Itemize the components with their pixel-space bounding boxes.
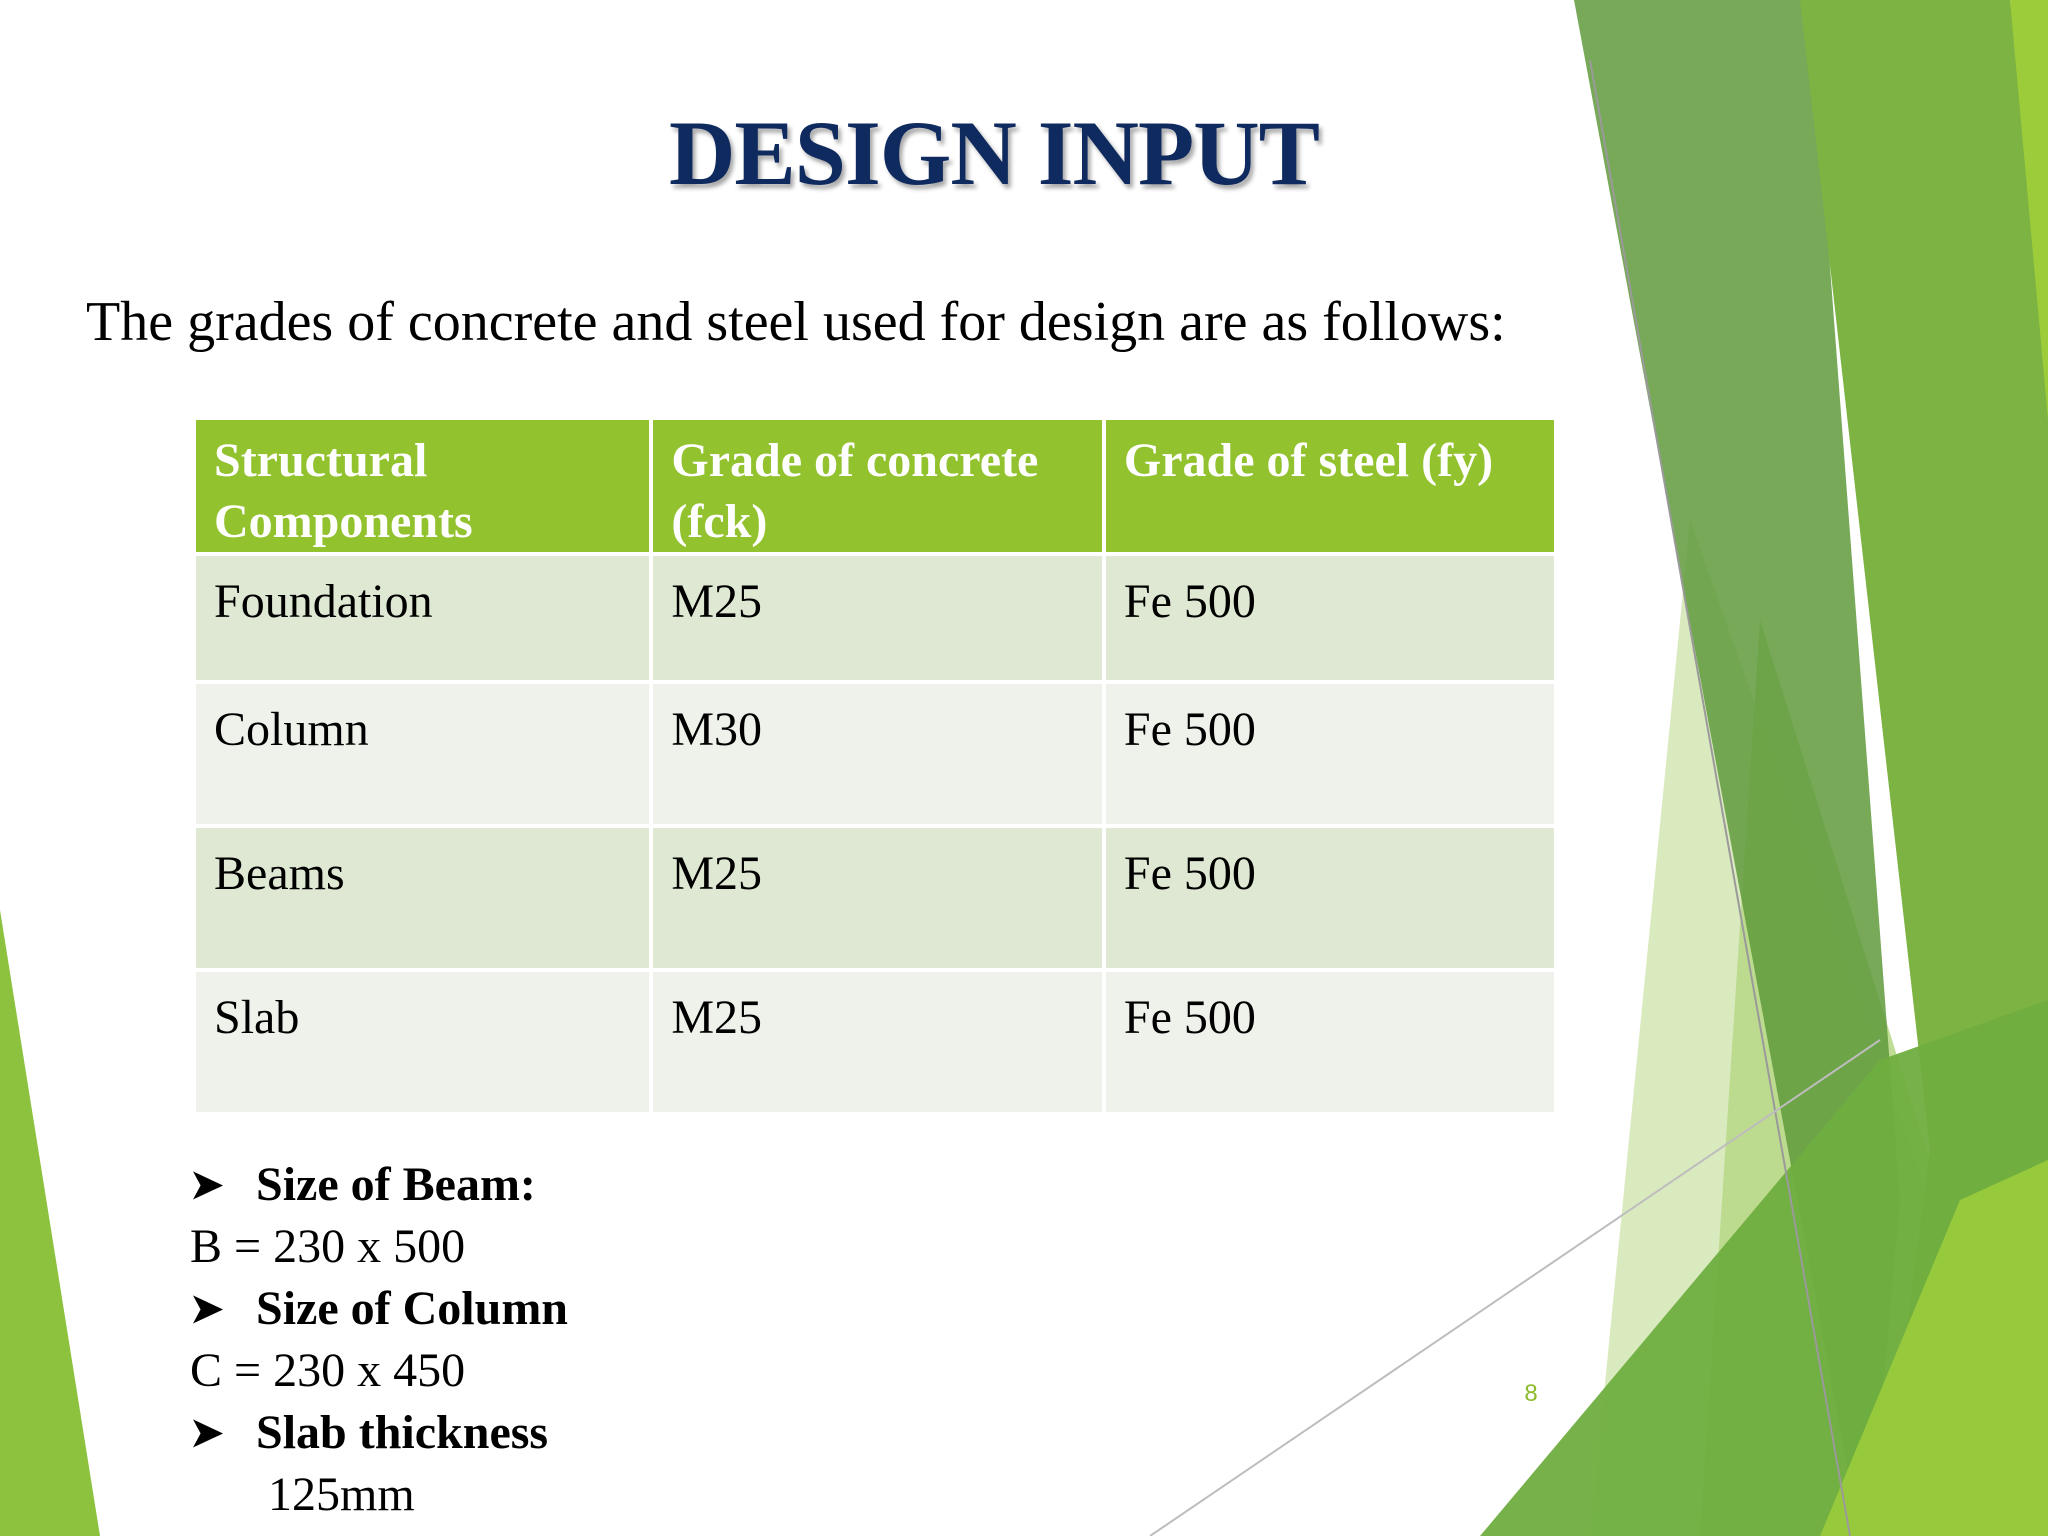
table-header-row bbox=[196, 420, 1554, 552]
cell-steel-grade: Fe 500 bbox=[1106, 972, 1554, 1112]
cell-component: Beams bbox=[196, 828, 649, 968]
table-row bbox=[196, 684, 1554, 824]
spec-label: Size of Beam: bbox=[256, 1158, 536, 1211]
spec-value: B = 230 x 500 bbox=[190, 1220, 466, 1273]
cell-concrete-grade: M25 bbox=[653, 556, 1102, 680]
cell-steel-grade: Fe 500 bbox=[1106, 556, 1554, 680]
arrow-bullet-icon: ➤ bbox=[190, 1286, 224, 1331]
intro-text: The grades of concrete and steel used for design are as follows: bbox=[86, 291, 1506, 353]
slide-title: DESIGN INPUT bbox=[668, 102, 1319, 204]
cell-component: Column bbox=[196, 684, 649, 824]
spec-value: C = 230 x 450 bbox=[190, 1344, 466, 1397]
cell-steel-grade: Fe 500 bbox=[1106, 828, 1554, 968]
spec-label: Size of Column bbox=[256, 1282, 568, 1335]
table-row bbox=[196, 828, 1554, 968]
cell-component: Slab bbox=[196, 972, 649, 1112]
cell-concrete-grade: M30 bbox=[653, 684, 1102, 824]
spec-value: 125mm bbox=[268, 1468, 415, 1521]
page-number: 8 bbox=[1524, 1380, 1538, 1407]
spec-item-beam bbox=[190, 1154, 990, 1216]
arrow-bullet-icon: ➤ bbox=[190, 1410, 224, 1455]
arrow-bullet-icon: ➤ bbox=[190, 1162, 224, 1207]
spec-item-column bbox=[190, 1278, 990, 1340]
header-structural-components: Structural Components bbox=[196, 420, 649, 552]
cell-concrete-grade: M25 bbox=[653, 828, 1102, 968]
spec-item-slab bbox=[190, 1402, 990, 1464]
grades-table bbox=[192, 416, 1558, 1116]
spec-label: Slab thickness bbox=[256, 1406, 549, 1459]
table-row bbox=[196, 972, 1554, 1112]
table-row bbox=[196, 556, 1554, 680]
specs-list bbox=[190, 1154, 990, 1526]
cell-component: Foundation bbox=[196, 556, 649, 680]
cell-steel-grade: Fe 500 bbox=[1106, 684, 1554, 824]
left-green-wedge bbox=[0, 910, 100, 1536]
cell-concrete-grade: M25 bbox=[653, 972, 1102, 1112]
header-grade-of-concrete: Grade of concrete (fck) bbox=[653, 420, 1102, 552]
header-grade-of-steel: Grade of steel (fy) bbox=[1106, 420, 1554, 552]
